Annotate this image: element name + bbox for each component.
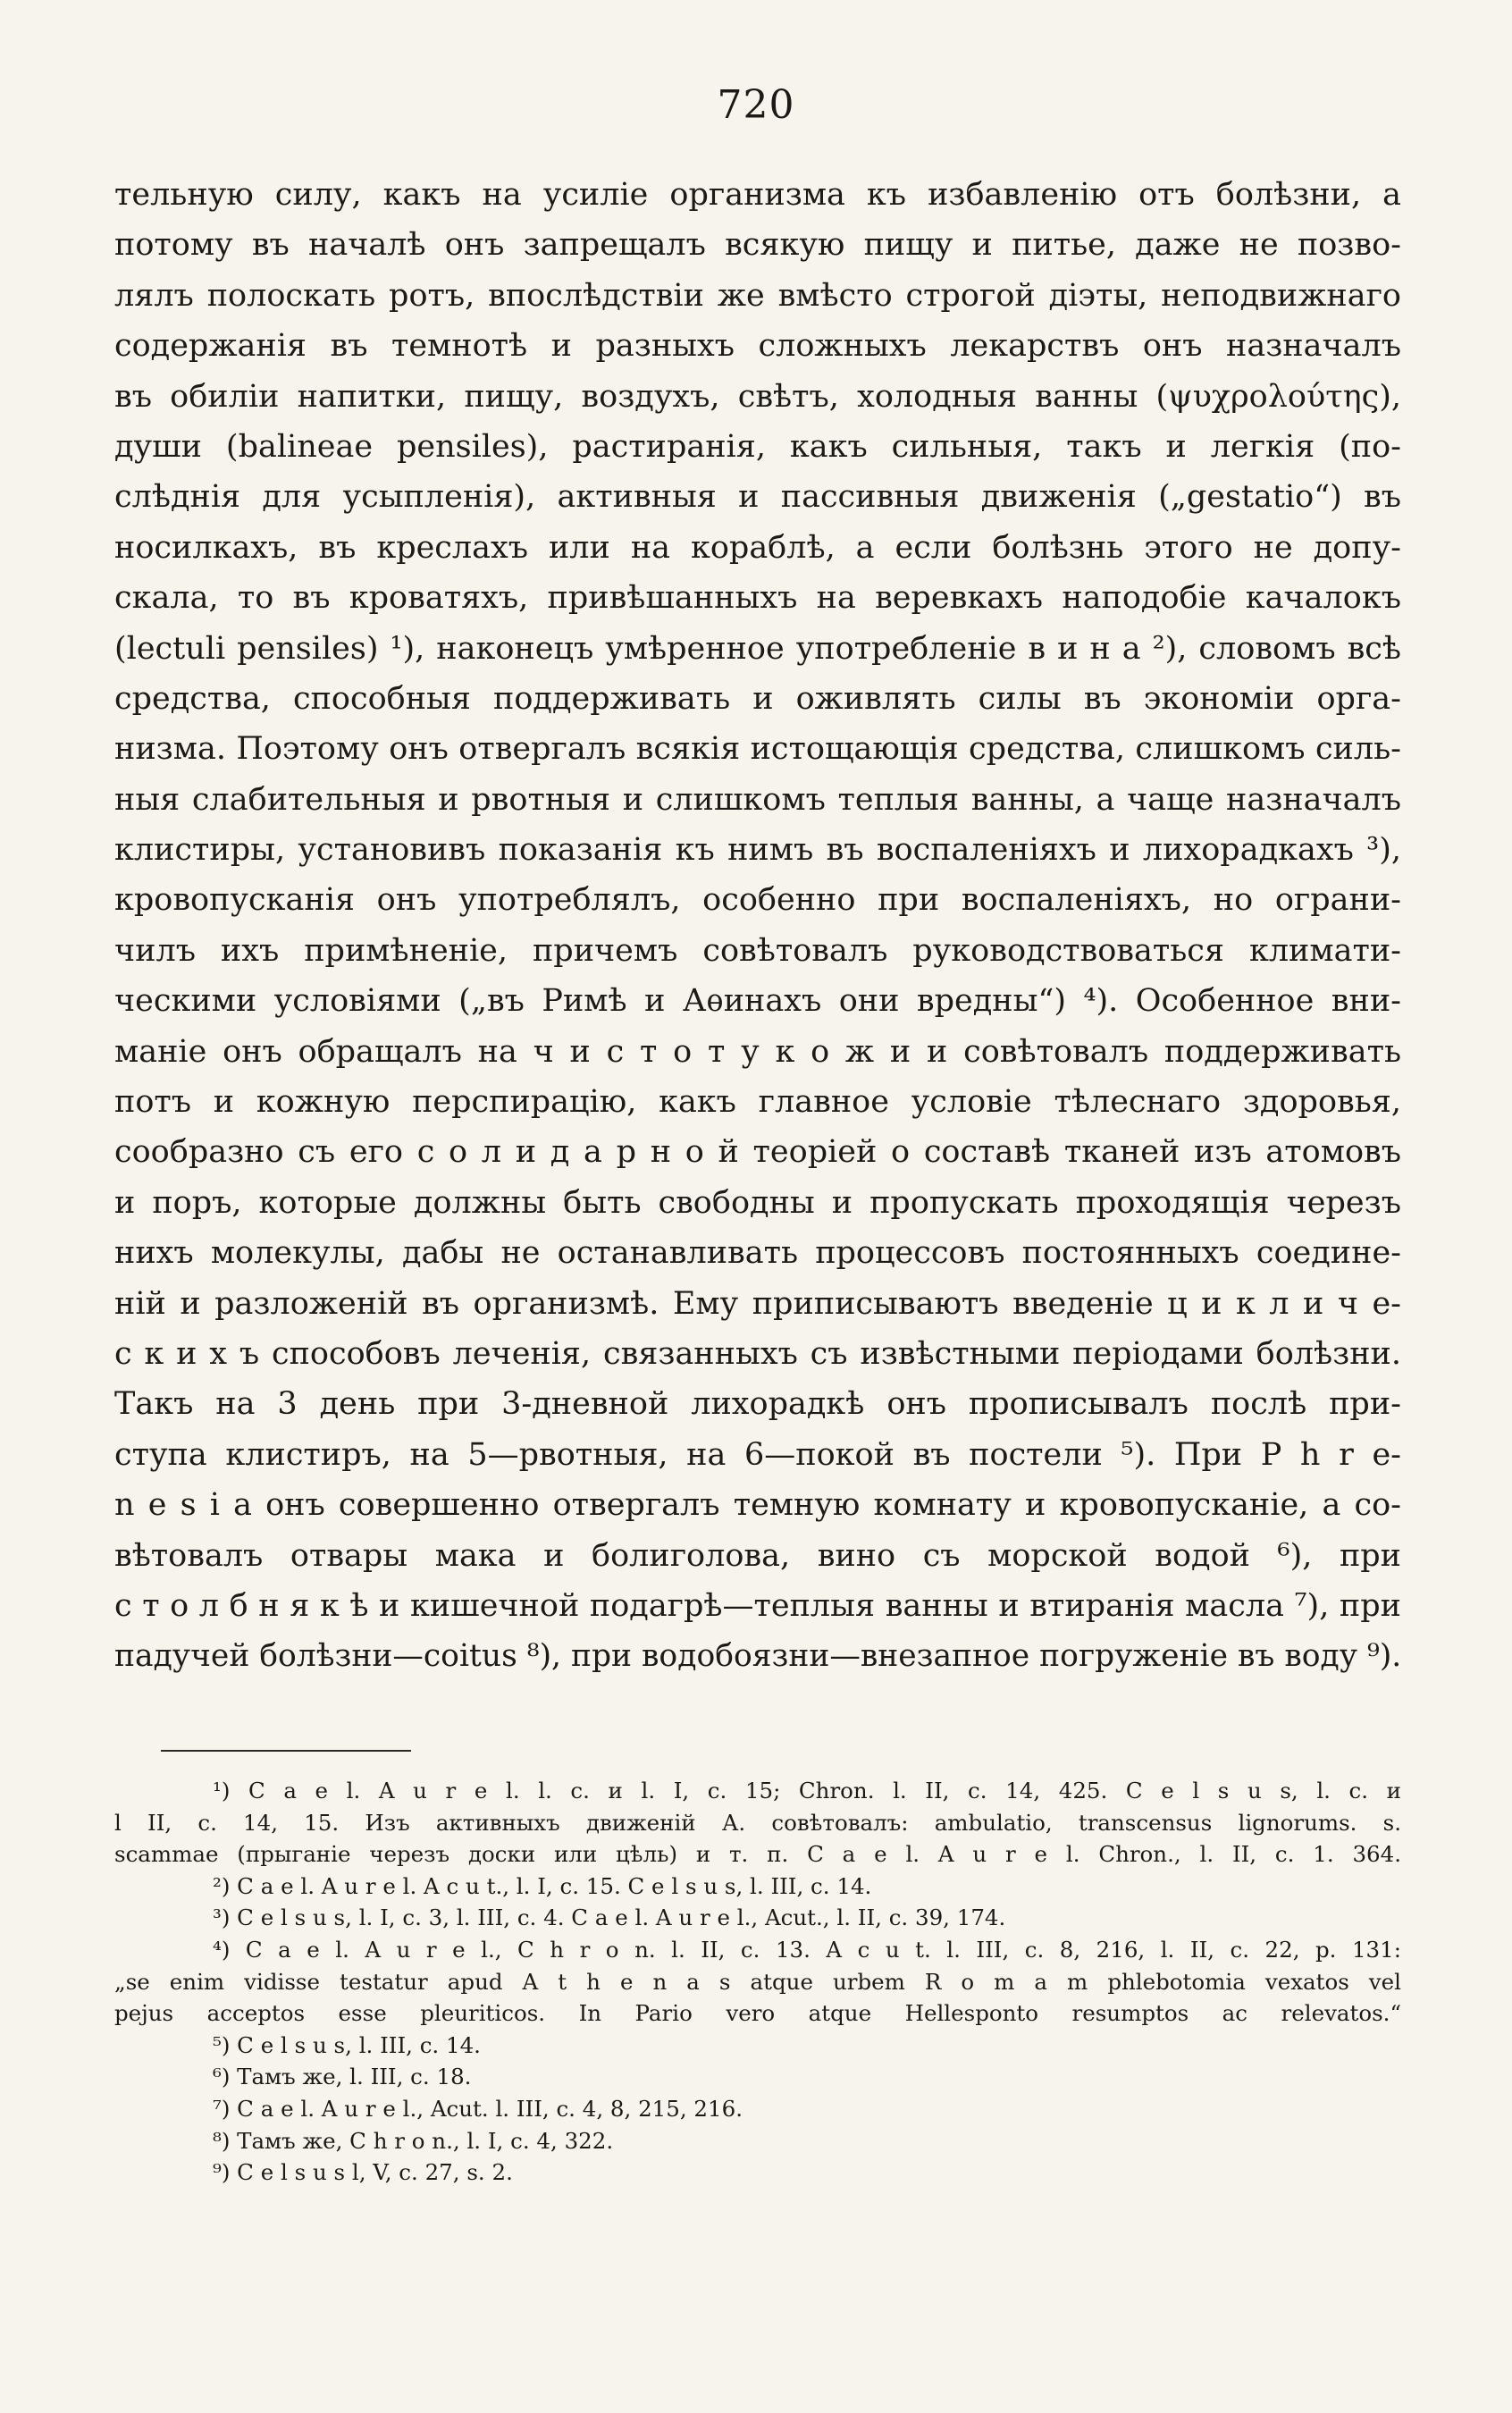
footnote-line: pejus acceptos esse pleuriticos. In Pario vero atque Hellespontо resumptos ac relevatos.“ bbox=[114, 2000, 1401, 2027]
text-line: ній и разложеній въ организмѣ. Ему приписываютъ введеніе ц и к л и ч е- bbox=[114, 1285, 1401, 1322]
text-line: вѣтовалъ отвары мака и болиголова, вино съ морской водой ⁶), при bbox=[114, 1537, 1401, 1574]
footnote-line: l II, c. 14, 15. Изъ активныхъ движеній А. совѣтовалъ: ambulatio, transcensus lignorums. s. bbox=[114, 1809, 1401, 1836]
text-line: скала, то въ кроватяхъ, привѣшанныхъ на веревкахъ наподобіе качалокъ bbox=[114, 580, 1401, 617]
text-line: сообразно съ его с о л и д а р н о й теоріей о составѣ тканей изъ атомовъ bbox=[114, 1134, 1401, 1171]
footnote-line: ⁷) C a e l. A u r e l., Acut. l. III, c. 4, 8, 215, 216. bbox=[213, 2095, 743, 2122]
text-line: потъ и кожную перспирацію, какъ главное условіе тѣлеснаго здоровья, bbox=[114, 1084, 1401, 1121]
text-line: Такъ на 3 день при 3-дневной лихорадкѣ онъ прописывалъ послѣ при- bbox=[114, 1386, 1401, 1423]
text-line: носилкахъ, въ креслахъ или на кораблѣ, а если болѣзнь этого не допу- bbox=[114, 529, 1401, 566]
footnote-line: „se enim vidisse testatur apud A t h e n a s atque urbem R o m a m phlebotomia vexatos vel bbox=[114, 1968, 1401, 1995]
footnote-line: ⁵) C e l s u s, l. III, c. 14. bbox=[213, 2031, 481, 2058]
text-line: ныя слабительныя и рвотныя и слишкомъ теплыя ванны, а чаще назначалъ bbox=[114, 781, 1401, 818]
text-line: n e s i a онъ совершенно отвергалъ темную комнату и кровопусканіе, а со- bbox=[114, 1487, 1401, 1524]
text-line: (lectuli pensiles) ¹), наконецъ умѣренное употребленіе в и н а ²), словомъ всѣ bbox=[114, 630, 1401, 667]
footnotes bbox=[114, 1775, 1401, 2189]
text-line: с т о л б н я к ѣ и кишечной подагрѣ—теплыя ванны и втиранія масла ⁷), при bbox=[114, 1587, 1401, 1624]
text-line: ческими условіями („въ Римѣ и Аѳинахъ они вредны“) ⁴). Особенное вни- bbox=[114, 983, 1401, 1020]
page-number: 720 bbox=[717, 82, 795, 128]
footnote-line: ⁴) C a e l. A u r e l., C h r o n. l. II, c. 13. A c u t. l. III, c. 8, 216, l. II, c. 22, p. 131: bbox=[213, 1936, 1401, 1963]
text-line: въ обиліи напитки, пищу, воздухъ, свѣтъ, холодныя ванны (ψυχρολούτης), bbox=[114, 378, 1401, 415]
text-line: маніе онъ обращалъ на ч и с т о т у к о ж и и совѣтовалъ поддерживать bbox=[114, 1033, 1401, 1070]
text-line: клистиры, установивъ показанія къ нимъ въ воспаленіяхъ и лихорадкахъ ³), bbox=[114, 832, 1401, 869]
text-line: содержанія въ темнотѣ и разныхъ сложныхъ лекарствъ онъ назначалъ bbox=[114, 328, 1401, 365]
text-line: кровопусканія онъ употреблялъ, особенно при воспаленіяхъ, но ограни- bbox=[114, 882, 1401, 919]
text-line: нихъ молекулы, дабы не останавливать процессовъ постоянныхъ соедине- bbox=[114, 1235, 1401, 1272]
text-line: падучей болѣзни—coitus ⁸), при водобоязни—внезапное погруженіе въ воду ⁹). bbox=[114, 1638, 1401, 1675]
footnote-line: ⁶) Тамъ же, l. III, c. 18. bbox=[213, 2064, 472, 2090]
text-line: низма. Поэтому онъ отвергалъ всякія истощающія средства, слишкомъ силь- bbox=[114, 731, 1401, 768]
footnote-line: ⁸) Тамъ же, C h r o n., l. I, c. 4, 322. bbox=[213, 2127, 614, 2154]
main-text bbox=[114, 170, 1401, 1682]
text-line: и поръ, которые должны быть свободны и пропускать проходящія черезъ bbox=[114, 1184, 1401, 1221]
text-line: лялъ полоскать ротъ, впослѣдствіи же вмѣсто строгой діэты, неподвижнаго bbox=[114, 277, 1401, 314]
text-line: средства, способныя поддерживать и оживлять силы въ экономіи орга- bbox=[114, 680, 1401, 717]
text-line: чилъ ихъ примѣненіе, причемъ совѣтовалъ руководствоваться климати- bbox=[114, 932, 1401, 969]
footnote-line: ³) C e l s u s, l. I, c. 3, l. III, c. 4. C a e l. A u r e l., Acut., l. II, c. 39, 174. bbox=[213, 1904, 1006, 1931]
text-line: с к и х ъ способовъ леченія, связанныхъ съ извѣстными періодами болѣзни. bbox=[114, 1335, 1401, 1372]
text-line: тельную силу, какъ на усиліе организма къ избавленію отъ болѣзни, а bbox=[114, 177, 1401, 213]
footnote-line: ⁹) C e l s u s l, V, c. 27, s. 2. bbox=[213, 2159, 513, 2186]
text-line: ступа клистиръ, на 5—рвотныя, на 6—покой въ постели ⁵). При P h r e- bbox=[114, 1436, 1401, 1473]
footnote-line: ¹) C a e l. A u r e l. l. c. и l. I, c. 15; Chron. l. II, c. 14, 425. C e l s u s, l. c. и bbox=[213, 1778, 1401, 1803]
text-line: слѣднія для усыпленія), активныя и пассивныя движенія („gestatio“) въ bbox=[114, 479, 1401, 516]
footnote-rule bbox=[161, 1750, 411, 1752]
footnote-line: scammae (прыганіе черезъ доски или цѣль) и т. п. C a e l. A u r e l. Chron., l. II, c. 1. 364. bbox=[114, 1841, 1401, 1868]
footnote-line: ²) C a e l. A u r e l. A c u t., l. I, c. 15. C e l s u s, l. III, c. 14. bbox=[213, 1872, 872, 1899]
text-line: потому въ началѣ онъ запрещалъ всякую пищу и питье, даже не позво- bbox=[114, 227, 1401, 264]
text-line: души (balineae pensiles), растиранія, какъ сильныя, такъ и легкія (по- bbox=[114, 428, 1401, 465]
